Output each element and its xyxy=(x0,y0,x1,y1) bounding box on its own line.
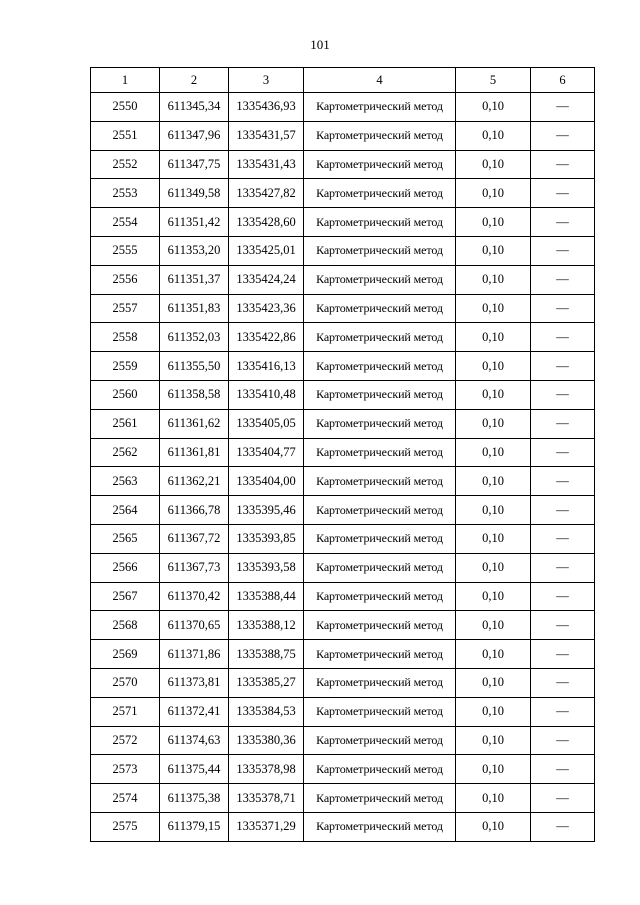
table-row xyxy=(91,496,595,525)
method-cell: Картометрический метод xyxy=(304,611,456,640)
table-row xyxy=(91,611,595,640)
point-number-cell: 2557 xyxy=(91,294,160,323)
point-number-cell: 2553 xyxy=(91,179,160,208)
x-coordinate-cell: 611351,83 xyxy=(160,294,229,323)
point-number-cell: 2563 xyxy=(91,467,160,496)
x-coordinate-cell: 611349,58 xyxy=(160,179,229,208)
method-cell: Картометрический метод xyxy=(304,409,456,438)
x-coordinate-cell: 611375,38 xyxy=(160,784,229,813)
accuracy-cell: 0,10 xyxy=(456,611,531,640)
point-number-cell: 2552 xyxy=(91,150,160,179)
y-coordinate-cell: 1335378,71 xyxy=(229,784,304,813)
method-cell: Картометрический метод xyxy=(304,467,456,496)
accuracy-cell: 0,10 xyxy=(456,121,531,150)
x-coordinate-cell: 611374,63 xyxy=(160,726,229,755)
column-header-2: 2 xyxy=(160,68,229,93)
table-row xyxy=(91,812,595,841)
x-coordinate-cell: 611366,78 xyxy=(160,496,229,525)
x-coordinate-cell: 611370,42 xyxy=(160,582,229,611)
y-coordinate-cell: 1335404,77 xyxy=(229,438,304,467)
column-header-3: 3 xyxy=(229,68,304,93)
accuracy-cell: 0,10 xyxy=(456,697,531,726)
y-coordinate-cell: 1335388,75 xyxy=(229,640,304,669)
point-number-cell: 2571 xyxy=(91,697,160,726)
y-coordinate-cell: 1335388,44 xyxy=(229,582,304,611)
y-coordinate-cell: 1335431,57 xyxy=(229,121,304,150)
note-cell: — xyxy=(531,380,595,409)
table-row xyxy=(91,726,595,755)
table-row xyxy=(91,208,595,237)
method-cell: Картометрический метод xyxy=(304,812,456,841)
method-cell: Картометрический метод xyxy=(304,294,456,323)
method-cell: Картометрический метод xyxy=(304,323,456,352)
point-number-cell: 2566 xyxy=(91,553,160,582)
accuracy-cell: 0,10 xyxy=(456,93,531,122)
y-coordinate-cell: 1335385,27 xyxy=(229,668,304,697)
y-coordinate-cell: 1335404,00 xyxy=(229,467,304,496)
accuracy-cell: 0,10 xyxy=(456,726,531,755)
note-cell: — xyxy=(531,784,595,813)
note-cell: — xyxy=(531,726,595,755)
point-number-cell: 2573 xyxy=(91,755,160,784)
table-row xyxy=(91,179,595,208)
note-cell: — xyxy=(531,611,595,640)
accuracy-cell: 0,10 xyxy=(456,265,531,294)
note-cell: — xyxy=(531,812,595,841)
note-cell: — xyxy=(531,352,595,381)
accuracy-cell: 0,10 xyxy=(456,208,531,237)
accuracy-cell: 0,10 xyxy=(456,755,531,784)
y-coordinate-cell: 1335405,05 xyxy=(229,409,304,438)
x-coordinate-cell: 611375,44 xyxy=(160,755,229,784)
y-coordinate-cell: 1335436,93 xyxy=(229,93,304,122)
y-coordinate-cell: 1335428,60 xyxy=(229,208,304,237)
accuracy-cell: 0,10 xyxy=(456,784,531,813)
x-coordinate-cell: 611347,96 xyxy=(160,121,229,150)
note-cell: — xyxy=(531,668,595,697)
method-cell: Картометрический метод xyxy=(304,697,456,726)
note-cell: — xyxy=(531,582,595,611)
y-coordinate-cell: 1335416,13 xyxy=(229,352,304,381)
y-coordinate-cell: 1335388,12 xyxy=(229,611,304,640)
table-row xyxy=(91,640,595,669)
y-coordinate-cell: 1335380,36 xyxy=(229,726,304,755)
table-row xyxy=(91,121,595,150)
y-coordinate-cell: 1335423,36 xyxy=(229,294,304,323)
x-coordinate-cell: 611347,75 xyxy=(160,150,229,179)
y-coordinate-cell: 1335393,85 xyxy=(229,524,304,553)
accuracy-cell: 0,10 xyxy=(456,438,531,467)
x-coordinate-cell: 611362,21 xyxy=(160,467,229,496)
note-cell: — xyxy=(531,409,595,438)
point-number-cell: 2559 xyxy=(91,352,160,381)
note-cell: — xyxy=(531,179,595,208)
note-cell: — xyxy=(531,265,595,294)
y-coordinate-cell: 1335425,01 xyxy=(229,236,304,265)
accuracy-cell: 0,10 xyxy=(456,409,531,438)
table-row xyxy=(91,784,595,813)
note-cell: — xyxy=(531,524,595,553)
point-number-cell: 2561 xyxy=(91,409,160,438)
note-cell: — xyxy=(531,553,595,582)
y-coordinate-cell: 1335422,86 xyxy=(229,323,304,352)
method-cell: Картометрический метод xyxy=(304,179,456,208)
accuracy-cell: 0,10 xyxy=(456,496,531,525)
point-number-cell: 2574 xyxy=(91,784,160,813)
method-cell: Картометрический метод xyxy=(304,582,456,611)
y-coordinate-cell: 1335427,82 xyxy=(229,179,304,208)
method-cell: Картометрический метод xyxy=(304,553,456,582)
method-cell: Картометрический метод xyxy=(304,380,456,409)
note-cell: — xyxy=(531,236,595,265)
x-coordinate-cell: 611355,50 xyxy=(160,352,229,381)
table-row xyxy=(91,323,595,352)
accuracy-cell: 0,10 xyxy=(456,352,531,381)
note-cell: — xyxy=(531,697,595,726)
column-header-5: 5 xyxy=(456,68,531,93)
accuracy-cell: 0,10 xyxy=(456,524,531,553)
accuracy-cell: 0,10 xyxy=(456,236,531,265)
point-number-cell: 2569 xyxy=(91,640,160,669)
table-row xyxy=(91,697,595,726)
table-row xyxy=(91,467,595,496)
table-row xyxy=(91,294,595,323)
x-coordinate-cell: 611372,41 xyxy=(160,697,229,726)
accuracy-cell: 0,10 xyxy=(456,553,531,582)
method-cell: Картометрический метод xyxy=(304,524,456,553)
table-row xyxy=(91,524,595,553)
y-coordinate-cell: 1335384,53 xyxy=(229,697,304,726)
accuracy-cell: 0,10 xyxy=(456,582,531,611)
method-cell: Картометрический метод xyxy=(304,265,456,294)
method-cell: Картометрический метод xyxy=(304,668,456,697)
x-coordinate-cell: 611373,81 xyxy=(160,668,229,697)
y-coordinate-cell: 1335395,46 xyxy=(229,496,304,525)
x-coordinate-cell: 611361,62 xyxy=(160,409,229,438)
coordinates-table xyxy=(90,67,595,842)
table-row xyxy=(91,265,595,294)
point-number-cell: 2550 xyxy=(91,93,160,122)
x-coordinate-cell: 611351,42 xyxy=(160,208,229,237)
accuracy-cell: 0,10 xyxy=(456,812,531,841)
point-number-cell: 2555 xyxy=(91,236,160,265)
x-coordinate-cell: 611351,37 xyxy=(160,265,229,294)
point-number-cell: 2572 xyxy=(91,726,160,755)
table-row xyxy=(91,755,595,784)
note-cell: — xyxy=(531,323,595,352)
table-row xyxy=(91,553,595,582)
note-cell: — xyxy=(531,496,595,525)
method-cell: Картометрический метод xyxy=(304,784,456,813)
method-cell: Картометрический метод xyxy=(304,726,456,755)
method-cell: Картометрический метод xyxy=(304,438,456,467)
x-coordinate-cell: 611367,73 xyxy=(160,553,229,582)
x-coordinate-cell: 611367,72 xyxy=(160,524,229,553)
accuracy-cell: 0,10 xyxy=(456,467,531,496)
table-row xyxy=(91,582,595,611)
point-number-cell: 2570 xyxy=(91,668,160,697)
accuracy-cell: 0,10 xyxy=(456,179,531,208)
accuracy-cell: 0,10 xyxy=(456,150,531,179)
note-cell: — xyxy=(531,150,595,179)
point-number-cell: 2560 xyxy=(91,380,160,409)
accuracy-cell: 0,10 xyxy=(456,668,531,697)
method-cell: Картометрический метод xyxy=(304,640,456,669)
y-coordinate-cell: 1335424,24 xyxy=(229,265,304,294)
method-cell: Картометрический метод xyxy=(304,496,456,525)
point-number-cell: 2551 xyxy=(91,121,160,150)
method-cell: Картометрический метод xyxy=(304,352,456,381)
y-coordinate-cell: 1335371,29 xyxy=(229,812,304,841)
table-row xyxy=(91,352,595,381)
note-cell: — xyxy=(531,438,595,467)
method-cell: Картометрический метод xyxy=(304,755,456,784)
note-cell: — xyxy=(531,294,595,323)
note-cell: — xyxy=(531,755,595,784)
y-coordinate-cell: 1335378,98 xyxy=(229,755,304,784)
note-cell: — xyxy=(531,208,595,237)
accuracy-cell: 0,10 xyxy=(456,380,531,409)
x-coordinate-cell: 611352,03 xyxy=(160,323,229,352)
note-cell: — xyxy=(531,121,595,150)
method-cell: Картометрический метод xyxy=(304,93,456,122)
table-header-row xyxy=(91,68,595,93)
point-number-cell: 2554 xyxy=(91,208,160,237)
table-row xyxy=(91,438,595,467)
point-number-cell: 2567 xyxy=(91,582,160,611)
note-cell: — xyxy=(531,640,595,669)
column-header-6: 6 xyxy=(531,68,595,93)
method-cell: Картометрический метод xyxy=(304,121,456,150)
accuracy-cell: 0,10 xyxy=(456,323,531,352)
method-cell: Картометрический метод xyxy=(304,236,456,265)
point-number-cell: 2562 xyxy=(91,438,160,467)
table-row xyxy=(91,150,595,179)
x-coordinate-cell: 611353,20 xyxy=(160,236,229,265)
column-header-1: 1 xyxy=(91,68,160,93)
note-cell: — xyxy=(531,467,595,496)
point-number-cell: 2558 xyxy=(91,323,160,352)
point-number-cell: 2564 xyxy=(91,496,160,525)
y-coordinate-cell: 1335410,48 xyxy=(229,380,304,409)
x-coordinate-cell: 611379,15 xyxy=(160,812,229,841)
x-coordinate-cell: 611345,34 xyxy=(160,93,229,122)
x-coordinate-cell: 611358,58 xyxy=(160,380,229,409)
accuracy-cell: 0,10 xyxy=(456,294,531,323)
table-row xyxy=(91,236,595,265)
point-number-cell: 2575 xyxy=(91,812,160,841)
method-cell: Картометрический метод xyxy=(304,208,456,237)
y-coordinate-cell: 1335431,43 xyxy=(229,150,304,179)
column-header-4: 4 xyxy=(304,68,456,93)
x-coordinate-cell: 611370,65 xyxy=(160,611,229,640)
table-row xyxy=(91,93,595,122)
table-body xyxy=(91,93,595,842)
x-coordinate-cell: 611361,81 xyxy=(160,438,229,467)
note-cell: — xyxy=(531,93,595,122)
table-row xyxy=(91,380,595,409)
page-number: 101 xyxy=(310,37,330,52)
x-coordinate-cell: 611371,86 xyxy=(160,640,229,669)
table-row xyxy=(91,409,595,438)
accuracy-cell: 0,10 xyxy=(456,640,531,669)
y-coordinate-cell: 1335393,58 xyxy=(229,553,304,582)
point-number-cell: 2556 xyxy=(91,265,160,294)
table-row xyxy=(91,668,595,697)
method-cell: Картометрический метод xyxy=(304,150,456,179)
point-number-cell: 2568 xyxy=(91,611,160,640)
point-number-cell: 2565 xyxy=(91,524,160,553)
